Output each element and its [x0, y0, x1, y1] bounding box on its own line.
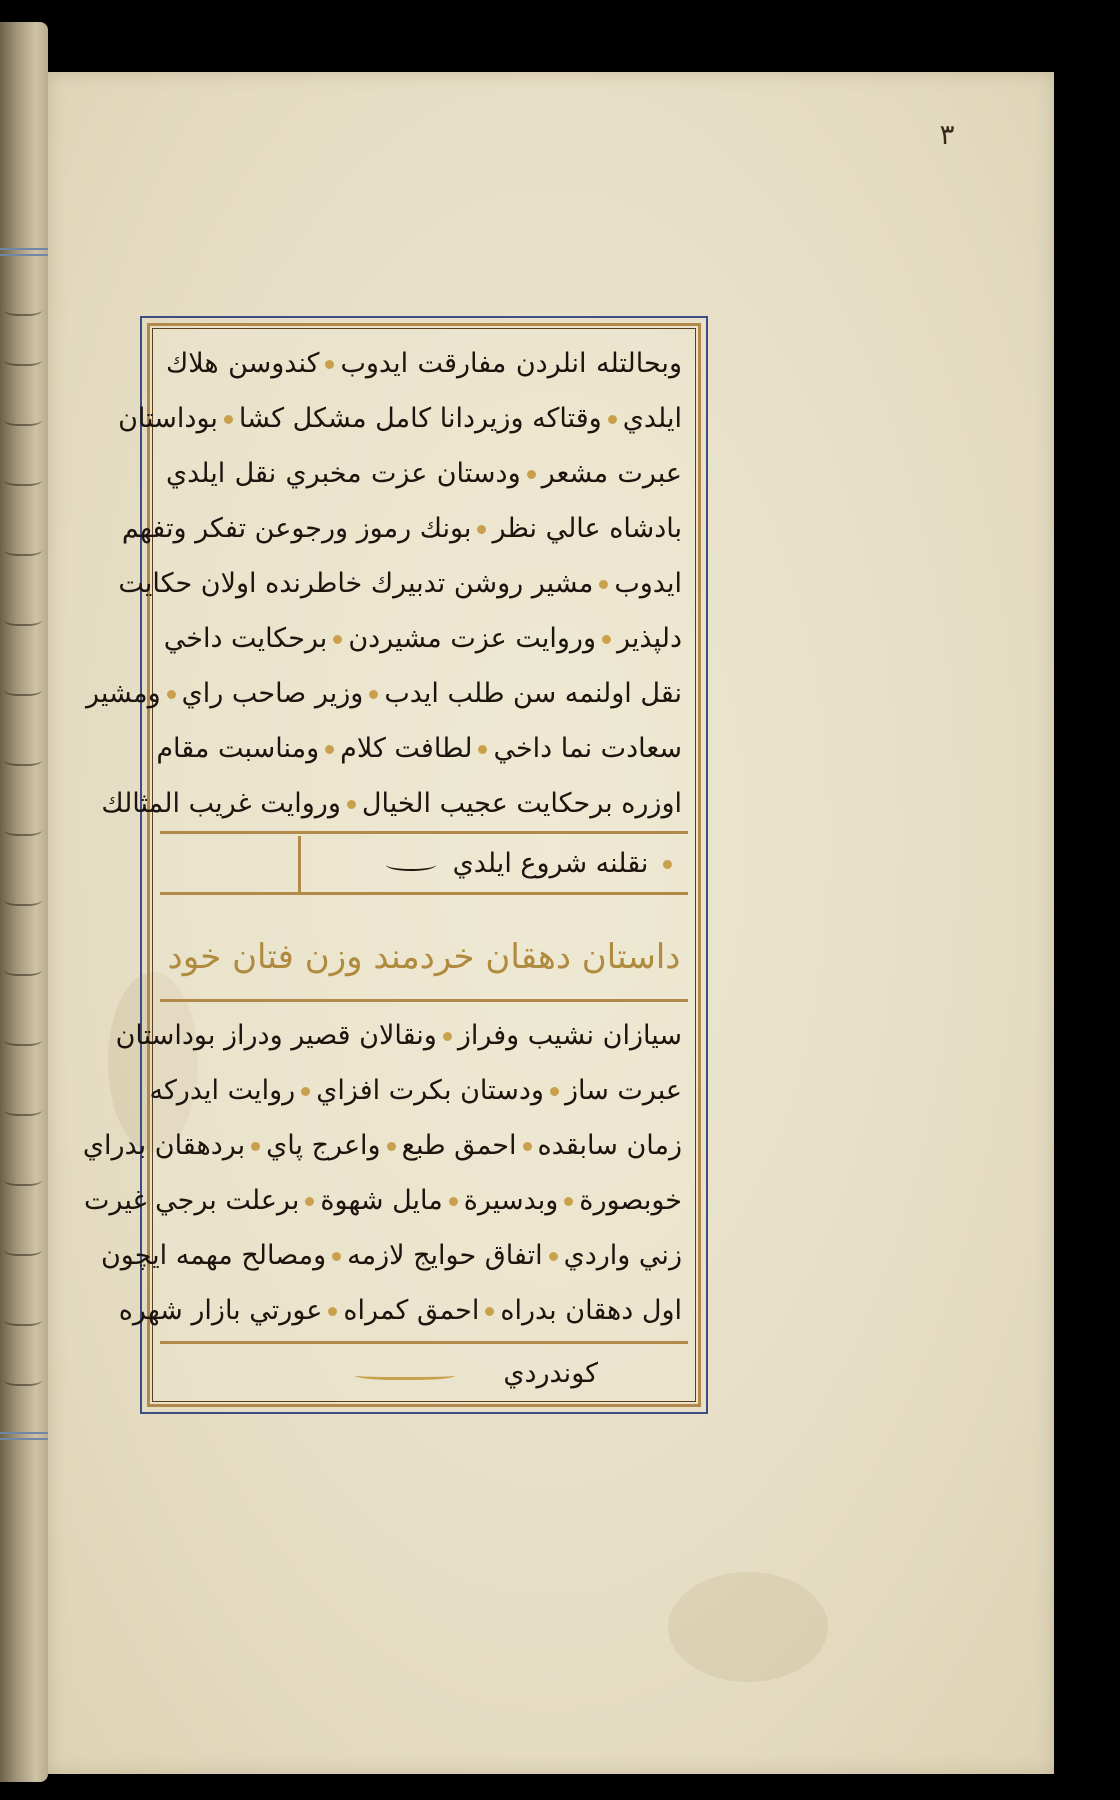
- verse-marker: [550, 1087, 559, 1096]
- text-segment: مشير روشن تدبيرك خاطرنده اولان حكايت: [118, 568, 594, 599]
- text-segment: ونقالان قصير ودراز بوداستان: [115, 1020, 437, 1051]
- text-line: [118, 1283, 688, 1338]
- facing-page-script: [4, 472, 42, 486]
- extension-stroke: [386, 859, 436, 871]
- facing-page-script: [4, 1242, 42, 1256]
- text-segment: برحكايت داخي: [163, 623, 328, 654]
- text-segment: وروايت غريب المثالك: [101, 788, 341, 819]
- text-segment: لطافت كلام: [340, 733, 473, 764]
- text-line: [118, 556, 688, 611]
- section-end-line: [298, 836, 688, 892]
- text-line: [101, 776, 688, 831]
- text-segment: ودستان عزت مخبري نقل ايلدي: [166, 458, 521, 489]
- text-segment: احمق طبع: [401, 1130, 517, 1161]
- facing-page-script: [4, 1102, 42, 1116]
- text-line: [121, 501, 688, 556]
- text-frame-inner: [82, 323, 701, 1407]
- text-segment: بوداستان: [118, 403, 218, 434]
- text-segment: برعلت برجي غيرت: [84, 1185, 300, 1216]
- text-segment: وقتاكه وزيردانا كامل مشكل كشا: [238, 403, 602, 434]
- text-line: [160, 611, 688, 666]
- verse-marker: [485, 1307, 494, 1316]
- facing-page-rule: [0, 248, 48, 250]
- verse-marker: [325, 745, 334, 754]
- text-segment: ايلدي: [622, 403, 682, 434]
- facing-page-script: [4, 412, 42, 426]
- blank-cell: [160, 836, 298, 892]
- verse-marker: [527, 470, 536, 479]
- text-segment: بردهقان بدراي: [82, 1130, 246, 1161]
- text-line: [115, 1008, 688, 1063]
- text-segment: عبرت مشعر: [541, 458, 682, 489]
- facing-page-script: [4, 542, 42, 556]
- facing-page-script: [4, 682, 42, 696]
- verse-marker: [523, 1142, 532, 1151]
- verse-marker: [599, 580, 608, 589]
- text-segment: عورتي بازار شهره: [118, 1295, 323, 1326]
- text-segment: سعادت نما داخي: [493, 733, 682, 764]
- verse-marker: [301, 1087, 310, 1096]
- text-segment: كندوسن هلاك: [166, 348, 320, 379]
- final-line: [160, 1346, 688, 1402]
- section-end-text: نقلنه شروع ايلدي: [452, 848, 649, 879]
- text-line: [85, 666, 688, 721]
- text-line: [156, 721, 688, 776]
- text-segment: سيازان نشيب وفراز: [457, 1020, 682, 1051]
- paper-stain: [668, 1572, 828, 1682]
- verse-marker: [332, 1252, 341, 1261]
- text-segment: اتفاق حوايج لازمه: [347, 1240, 543, 1271]
- text-segment: عبرت ساز: [564, 1075, 682, 1106]
- facing-page-script: [4, 352, 42, 366]
- text-segment: وبحالتله انلردن مفارقت ايدوب: [340, 348, 682, 379]
- text-segment: واعرج پاي: [266, 1130, 381, 1161]
- text-segment: بونك رموز ورجوعن تفكر وتفهم: [121, 513, 472, 544]
- facing-page-rule: [0, 1438, 48, 1440]
- verse-marker: [443, 1032, 452, 1041]
- verse-marker: [478, 745, 487, 754]
- text-segment: بادشاه عالي نظر: [492, 513, 682, 544]
- facing-page-script: [4, 1312, 42, 1326]
- text-line: [100, 1228, 688, 1283]
- verse-marker: [549, 1252, 558, 1261]
- text-line: [84, 1173, 688, 1228]
- verse-marker: [325, 360, 334, 369]
- text-line: [118, 391, 688, 446]
- facing-page-script: [4, 752, 42, 766]
- gold-extension-stroke: [355, 1369, 455, 1380]
- text-segment: وروايت عزت مشيردن: [348, 623, 597, 654]
- verse-marker: [333, 635, 342, 644]
- facing-page-script: [4, 1032, 42, 1046]
- facing-page-rule: [0, 254, 48, 256]
- text-segment: ودستان بكرت افزاي: [316, 1075, 544, 1106]
- verse-marker: [251, 1142, 260, 1151]
- verse-marker: [387, 1142, 396, 1151]
- text-segment: نقل اولنمه سن طلب ايدب: [384, 678, 682, 709]
- text-segment: زمان سابقده: [537, 1130, 682, 1161]
- facing-page-script: [4, 962, 42, 976]
- chapter-heading: داستان دهقان خردمند وزن فتان خود: [160, 912, 688, 1002]
- text-segment: ومناسبت مقام: [156, 733, 320, 764]
- verse-marker: [369, 690, 378, 699]
- verse-marker: [564, 1197, 573, 1206]
- final-line-text: كوندردي: [503, 1358, 598, 1389]
- verse-marker: [608, 415, 617, 424]
- text-segment: خوبصورة: [579, 1185, 682, 1216]
- text-segment: اول دهقان بدراه: [500, 1295, 682, 1326]
- facing-page-rule: [0, 1432, 48, 1434]
- facing-page-edge: [0, 22, 48, 1782]
- verse-marker: [347, 800, 356, 809]
- text-segment: مايل شهوة: [320, 1185, 443, 1216]
- verse-marker: [305, 1197, 314, 1206]
- folio-number: ٣: [939, 118, 955, 151]
- text-segment: احمق كمراه: [343, 1295, 480, 1326]
- facing-page-script: [4, 1172, 42, 1186]
- section-end-row: [160, 836, 688, 895]
- verse-marker: [167, 690, 176, 699]
- text-frame: [82, 316, 708, 1414]
- text-segment: وبدسيرة: [463, 1185, 559, 1216]
- facing-page-script: [4, 302, 42, 316]
- verse-marker: [477, 525, 486, 534]
- facing-page-script: [4, 612, 42, 626]
- verse-marker: [602, 635, 611, 644]
- facing-page-script: [4, 1372, 42, 1386]
- text-segment: ومشير: [85, 678, 161, 709]
- text-segment: ومصالح مهمه ايچون: [100, 1240, 327, 1271]
- verse-marker: [663, 860, 672, 869]
- text-line: [149, 1063, 688, 1118]
- facing-page-script: [4, 892, 42, 906]
- text-segment: ايدوب: [614, 568, 682, 599]
- text-line: [160, 446, 688, 501]
- text-block-upper: [85, 334, 688, 834]
- text-segment: دلپذير: [617, 623, 682, 654]
- text-segment: اوزره برحكايت عجيب الخيال: [361, 788, 682, 819]
- text-segment: زني واردي: [563, 1240, 682, 1271]
- text-line: [82, 1118, 688, 1173]
- verse-marker: [328, 1307, 337, 1316]
- verse-marker: [224, 415, 233, 424]
- text-segment: وزير صاحب راي: [181, 678, 364, 709]
- text-segment: روايت ايدركه: [149, 1075, 296, 1106]
- text-line: [160, 336, 688, 391]
- text-block-lower: [82, 1004, 688, 1344]
- facing-page-script: [4, 822, 42, 836]
- verse-marker: [449, 1197, 458, 1206]
